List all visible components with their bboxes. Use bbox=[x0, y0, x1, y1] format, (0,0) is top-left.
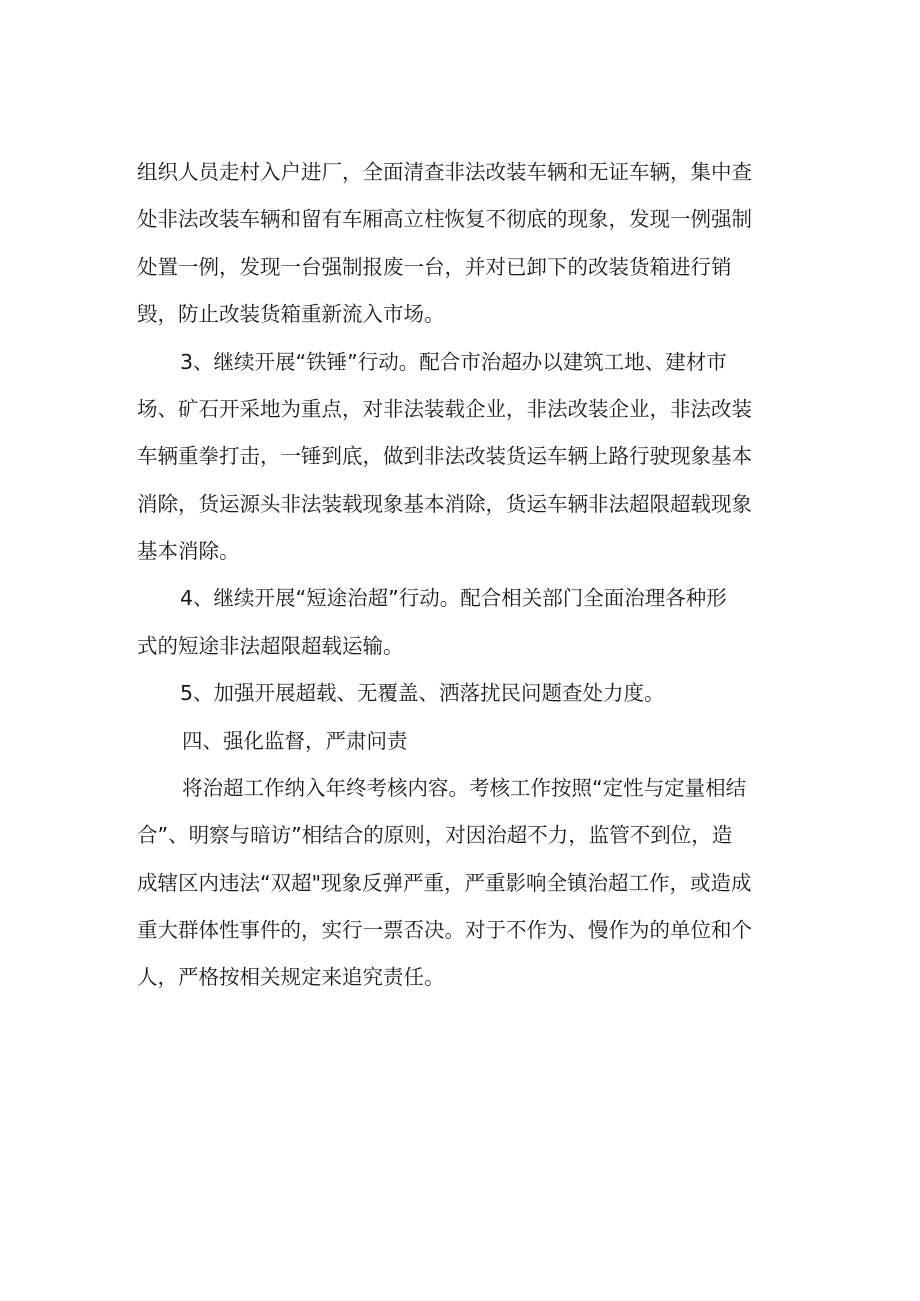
text-line: 基本消除。 bbox=[137, 539, 240, 563]
text-line: 将治超工作纳入年终考核内容。考核工作按照“定性与定量相结 bbox=[182, 776, 747, 800]
section-heading: 四、强化监督，严肃问责 bbox=[182, 729, 408, 753]
text-line: 车辆重拳打击，一锤到底，做到非法改装货运车辆上路行驶现象基本 bbox=[137, 444, 752, 468]
text-line: 人，严格按相关规定来追究责任。 bbox=[137, 965, 445, 989]
text-line: 3、继续开展“铁锤”行动。配合市治超办以建筑工地、建材市 bbox=[180, 350, 727, 374]
text-line: 处非法改装车辆和留有车厢高立柱恢复不彻底的现象，发现一例强制 bbox=[137, 207, 752, 231]
text-line: 5、加强开展超载、无覆盖、洒落扰民问题查处力度。 bbox=[180, 681, 665, 705]
text-line: 处置一例，发现一台强制报废一台，并对已卸下的改装货箱进行销 bbox=[137, 255, 732, 279]
text-line: 式的短途非法超限超载运输。 bbox=[137, 634, 404, 658]
text-line: 4、继续开展“短途治超”行动。配合相关部门全面治理各种形 bbox=[180, 586, 727, 610]
text-line: 消除，货运源头非法装载现象基本消除，货运车辆非法超限超载现象 bbox=[137, 492, 752, 516]
text-line: 毁，防止改装货箱重新流入市场。 bbox=[137, 302, 445, 326]
text-line: 组织人员走村入户进厂，全面清查非法改装车辆和无证车辆，集中查 bbox=[137, 160, 752, 184]
text-line: 场、矿石开采地为重点，对非法装载企业，非法改装企业，非法改装 bbox=[137, 397, 752, 421]
text-line: 合”、明察与暗访”相结合的原则，对因治超不力，监管不到位，造 bbox=[137, 823, 733, 847]
text-line: 成辖区内违法“双超"现象反弹严重，严重影响全镇治超工作，或造成 bbox=[137, 871, 752, 895]
text-line: 重大群体性事件的，实行一票否决。对于不作为、慢作为的单位和个 bbox=[137, 918, 752, 942]
